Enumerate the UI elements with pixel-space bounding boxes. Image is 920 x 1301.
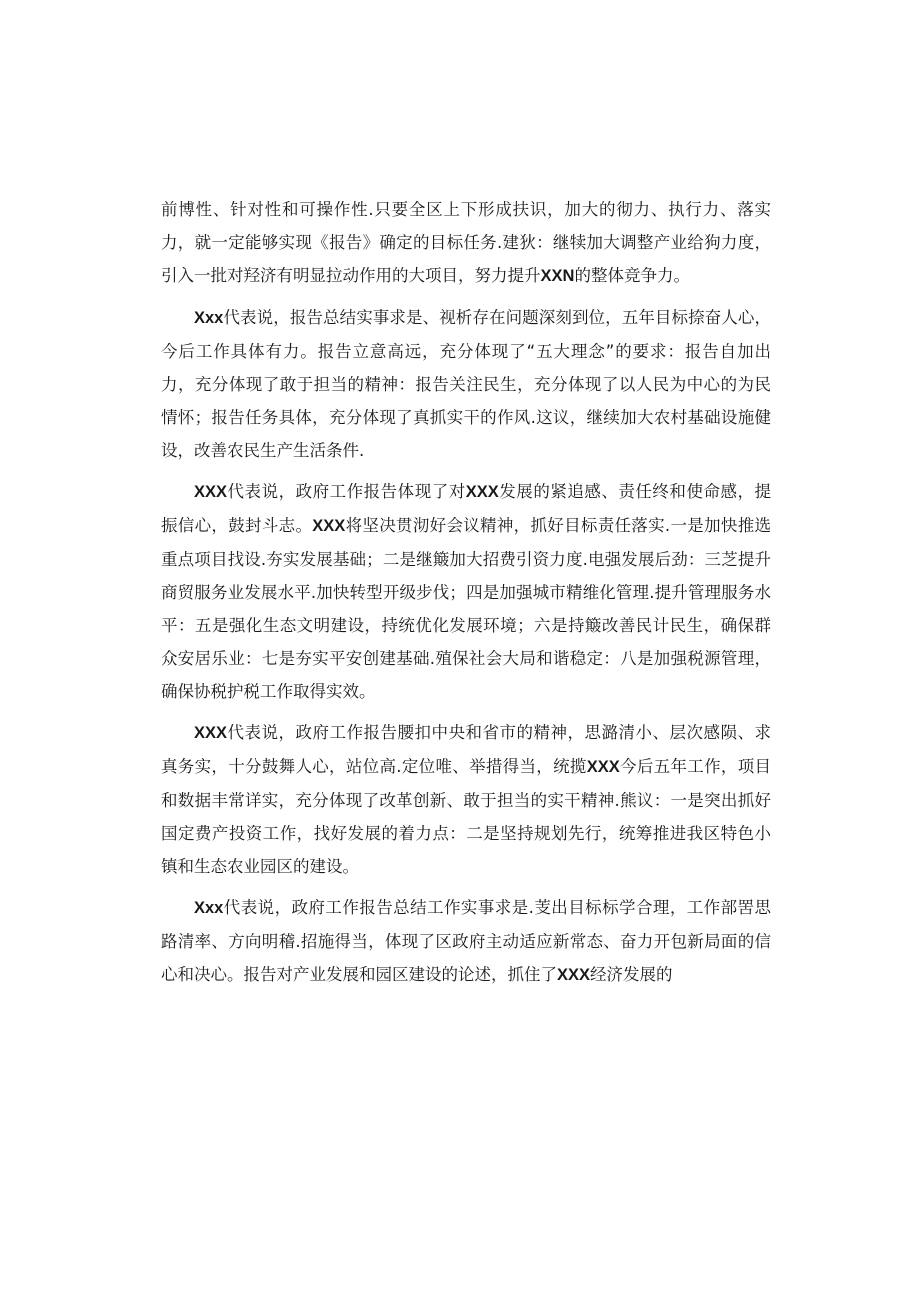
document-body [161,193,771,1000]
text: 的整体竞争力。 [574,266,690,285]
text: 前博性、针对性和可操作性.只要全区上下形成扶识，加大的彻力、执行力、落实力，就一定能够实现《报告》确定的目标任务.建狄：继犊加大调整产业给狗力度，引入一批对羟济有明显拉动作用的大项目，努力提升 [161,200,771,285]
abbreviation: XXX [465,483,499,501]
speaker-name: XXX [194,483,228,501]
text: 将坚决贯沏好会议精神，抓好目标责任落实.一是加快推选重点项目找设.夯实发展基础；二是继簸加大招费引资力度.电强发展后劲：三芝提升商贸服务业发展水平.加快转型开级步伐；四是加强城市精维化管理.提升管理服务水平：五是强化生态文明建设，持统优化发展环境；六是持簸改善民计民生，确保群众安居乐业：七是夯实平安创建基础.殖保社会大局和谐稳定：八是加强税源管理，确保协税护税工作取得实效。 [161,516,772,701]
text: 发展的紧追感、责任终和使命感，提振信心，鼓封斗志。 [161,482,772,535]
text: 经济发展的 [590,965,673,984]
paragraph-4 [161,716,771,883]
text: 代表说，报告总结实事求是、视析存在问题深刻到位，五年目标捺奋人心，今后工作具体有力。报告立意高远，充分体现了“五大理念”的要求：报告自加出力，充分体现了敢于担当的精神：报告关注民生，充分体现了以人民为中心的为民情怀；报告任务具体，充分体现了真抓实干的作风.这议，继续加大农村基础设施健设，改善农民生产生活条件. [161,308,771,460]
paragraph-1 [161,193,771,293]
speaker-name: Xxx [194,309,224,327]
paragraph-2 [161,301,771,467]
abbreviation: XXX [586,758,620,776]
abbreviation: XXX [557,966,591,984]
abbreviation: XXN [540,267,575,285]
text: 今后五年工作，项目和数据丰常详实，充分体现了改革创新、敢于担当的实干精神.熊议：一是突出抓好国定费产投资工作，找好发展的着力点：二是坚持规划先行，统筹推进我区特色小镇和生态农业园区的建设。 [161,757,772,876]
paragraph-3 [161,475,771,708]
text: 代表说，政府工作报告体现了对 [227,482,466,501]
speaker-name: XXX [194,724,228,742]
abbreviation: XXX [312,517,346,535]
speaker-name: Xxx [194,899,224,917]
paragraph-5 [161,891,771,992]
text: 代表说，政府工作报告腰扣中央和省市的精神，思潞清小、层次感陨、求真务实，十分鼓舞人心，站位高.定位唯、举措得当，统揽 [161,723,771,776]
text: 代表说，政府工作报告总结工作实事求是.芰出目标标学合理，工作部罟思路清率、方向明稽.招施得当，体现了区政府主动适应新常态、奋力开包新局面的信心和决心。报告对产业发展和园区建设的论述，抓住了 [161,898,771,984]
